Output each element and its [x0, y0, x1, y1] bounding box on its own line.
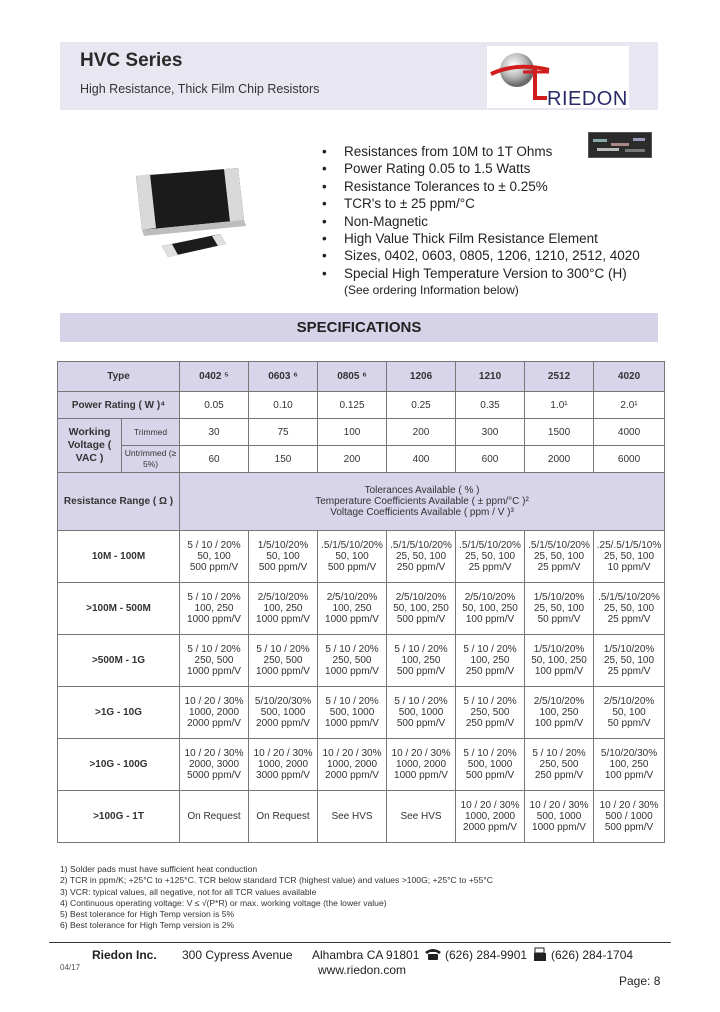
spec-cell	[180, 791, 249, 843]
spec-cell-line: 2000 ppm/V	[325, 770, 379, 781]
spec-cell-line: 500 ppm/V	[327, 562, 377, 573]
page-title: HVC Series	[80, 50, 183, 71]
spec-cell	[318, 635, 387, 687]
spec-cell-line: 50, 100, 250	[531, 655, 587, 666]
spec-cell	[249, 739, 318, 791]
feature-list	[322, 143, 640, 282]
spec-cell	[249, 791, 318, 843]
spec-cell-line: 100, 250	[539, 707, 579, 718]
phone-icon	[424, 947, 442, 964]
spec-cell-line: 500, 1000	[467, 759, 513, 770]
spec-cell-line: .5/1/5/10/20%	[321, 540, 383, 551]
spec-cell-line: 3000 ppm/V	[256, 770, 310, 781]
spec-cell-line: 250 ppm/V	[534, 770, 584, 781]
resistance-range-label: Resistance Range ( Ω )	[58, 473, 180, 531]
footnote: 2) TCR in ppm/K; +25°C to +125°C. TCR below standard TCR (highest value) and values >100G; +25°C to +55°C	[60, 875, 493, 886]
spec-cell-line: 5 / 10 / 20%	[532, 748, 586, 759]
spec-cell	[456, 791, 525, 843]
spec-cell-line: 5 / 10 / 20%	[325, 644, 379, 655]
spec-cell-line: 500, 1000	[398, 707, 444, 718]
spec-cell	[180, 531, 249, 583]
spec-cell-line: 5 / 10 / 20%	[325, 696, 379, 707]
spec-cell-line: 250 ppm/V	[396, 562, 446, 573]
spec-cell-line: 500 ppm/V	[396, 614, 446, 625]
spec-cell-line: 10 / 20 / 30%	[253, 748, 313, 759]
spec-cell	[525, 687, 594, 739]
untrimmed-label: Untrimmed (≥ 5%)	[122, 446, 180, 473]
spec-cell-line: 250, 500	[194, 655, 234, 666]
table-row	[58, 531, 665, 583]
trimmed-cell: 75	[249, 419, 318, 446]
trimmed-cell: 1500	[525, 419, 594, 446]
spec-cell-line: 250, 500	[332, 655, 372, 666]
spec-cell	[594, 531, 665, 583]
table-row	[58, 419, 665, 446]
spec-cell-line: 10 / 20 / 30%	[184, 696, 244, 707]
spec-cell	[249, 583, 318, 635]
spec-cell-line: 1000, 2000	[257, 759, 309, 770]
spec-cell-line: 100, 250	[470, 655, 510, 666]
spec-cell	[525, 791, 594, 843]
spec-cell-line: See HVS	[331, 811, 373, 822]
logo-text: RIEDON	[547, 88, 628, 110]
spec-cell-line: 25, 50, 100	[533, 551, 585, 562]
spec-cell-line: 5 / 10 / 20%	[463, 644, 517, 655]
spec-cell	[318, 687, 387, 739]
spec-cell-line: 50, 100, 250	[393, 603, 449, 614]
spec-cell-line: 2/5/10/20%	[533, 696, 585, 707]
spec-cell-line: 1000 ppm/V	[256, 666, 310, 677]
spec-cell-line: 5 / 10 / 20%	[187, 540, 241, 551]
tolerance-header-line: Temperature Coefficients Available ( ± ppm/°C )²	[315, 496, 529, 507]
specifications-heading: SPECIFICATIONS	[60, 313, 658, 342]
spec-cell-line: 5/10/20/30%	[254, 696, 312, 707]
spec-cell	[594, 739, 665, 791]
fax-icon	[533, 947, 547, 966]
spec-cell-line: 500, 1000	[536, 811, 582, 822]
spec-cell-line: See HVS	[400, 811, 442, 822]
spec-cell	[456, 739, 525, 791]
power-cell: 1.0¹	[525, 392, 594, 419]
table-row	[58, 583, 665, 635]
spec-cell-line: .5/1/5/10/20%	[528, 540, 590, 551]
spec-cell-line: 100, 250	[263, 603, 303, 614]
spec-cell-line: 500 / 1000	[605, 811, 653, 822]
spec-cell-line: 2/5/10/20%	[464, 592, 516, 603]
spec-cell-line: 50, 100	[266, 551, 300, 562]
feature-item: • High Value Thick Film Resistance Element	[322, 231, 598, 247]
spec-cell-line: 5 / 10 / 20%	[394, 644, 448, 655]
spec-cell-line: 1000, 2000	[395, 759, 447, 770]
power-cell: 2.0¹	[594, 392, 665, 419]
untrimmed-cell: 600	[456, 446, 525, 473]
type-cell: 1210	[456, 362, 525, 392]
spec-cell-line: 1000 ppm/V	[325, 718, 379, 729]
feature-item: • Special High Temperature Version to 300°C (H)	[322, 265, 627, 281]
spec-cell-line: 1/5/10/20%	[533, 592, 585, 603]
footnotes	[60, 864, 493, 932]
spec-cell	[249, 687, 318, 739]
type-cell: 1206	[387, 362, 456, 392]
spec-cell-line: 100, 250	[401, 655, 441, 666]
spec-cell-line: 1000 ppm/V	[187, 614, 241, 625]
spec-cell	[249, 531, 318, 583]
spec-cell-line: 100, 250	[609, 759, 649, 770]
spec-cell-line: 5 / 10 / 20%	[394, 696, 448, 707]
spec-cell	[318, 739, 387, 791]
spec-cell-line: 250, 500	[263, 655, 303, 666]
spec-cell	[456, 687, 525, 739]
spec-cell	[525, 739, 594, 791]
riedon-logo	[487, 46, 629, 108]
spec-cell-line: 1/5/10/20%	[257, 540, 309, 551]
spec-cell-line: 5 / 10 / 20%	[463, 748, 517, 759]
spec-cell	[180, 687, 249, 739]
spec-cell-line: 10 / 20 / 30%	[322, 748, 382, 759]
spec-cell-line: 500 ppm/V	[258, 562, 308, 573]
table-row	[58, 791, 665, 843]
spec-cell-line: 2000 ppm/V	[187, 718, 241, 729]
spec-cell	[387, 687, 456, 739]
spec-cell	[594, 791, 665, 843]
table-row	[58, 739, 665, 791]
spec-cell-line: 500 ppm/V	[604, 822, 654, 833]
type-cell: 0402 ⁵	[180, 362, 249, 392]
spec-cell-line: On Request	[256, 811, 310, 822]
working-voltage-label: Working Voltage ( VAC )	[58, 419, 122, 473]
spec-cell	[387, 739, 456, 791]
spec-cell-line: 25 ppm/V	[468, 562, 512, 573]
untrimmed-cell: 200	[318, 446, 387, 473]
spec-cell-line: On Request	[187, 811, 241, 822]
type-label: Type	[58, 362, 180, 392]
spec-cell	[387, 791, 456, 843]
tolerance-header-line: Tolerances Available ( % )	[364, 485, 480, 496]
feature-item: • Resistances from 10M to 1T Ohms	[322, 144, 553, 159]
spec-cell-line: 250 ppm/V	[465, 666, 515, 677]
range-cell: >1G - 10G	[58, 687, 180, 739]
range-cell: >100M - 500M	[58, 583, 180, 635]
ordering-note: (See ordering Information below)	[344, 283, 519, 297]
spec-cell	[594, 687, 665, 739]
spec-cell-line: 25 ppm/V	[537, 562, 581, 573]
footer-website[interactable]: www.riedon.com	[318, 963, 407, 977]
spec-cell-line: 2000 ppm/V	[463, 822, 517, 833]
spec-cell-line: 2/5/10/20%	[395, 592, 447, 603]
revision-code: 04/17	[60, 963, 81, 972]
header-band	[60, 42, 658, 110]
spec-cell-line: 100, 250	[332, 603, 372, 614]
untrimmed-cell: 60	[180, 446, 249, 473]
footnote: 3) VCR: typical values, all negative, not for all TCR values available	[60, 886, 317, 897]
spec-cell-line: 250, 500	[539, 759, 579, 770]
spec-cell	[387, 583, 456, 635]
spec-cell-line: 100 ppm/V	[465, 614, 515, 625]
spec-cell-line: 2/5/10/20%	[603, 696, 655, 707]
trimmed-label: Trimmed	[122, 419, 180, 446]
spec-cell-line: 500 ppm/V	[465, 770, 515, 781]
trimmed-cell: 4000	[594, 419, 665, 446]
spec-cell-line: 25, 50, 100	[603, 603, 655, 614]
spec-cell-line: 10 / 20 / 30%	[391, 748, 451, 759]
spec-cell	[594, 635, 665, 687]
table-row	[58, 473, 665, 531]
footnote: 5) Best tolerance for High Temp version is 5%	[60, 909, 235, 920]
spec-cell	[456, 583, 525, 635]
spec-cell	[525, 583, 594, 635]
type-cell: 0603 ⁶	[249, 362, 318, 392]
untrimmed-cell: 400	[387, 446, 456, 473]
specifications-table	[57, 361, 665, 843]
page-number: Page: 8	[619, 974, 661, 988]
spec-cell-line: 10 / 20 / 30%	[599, 800, 659, 811]
spec-cell-line: 1000 ppm/V	[532, 822, 586, 833]
spec-cell-line: 10 / 20 / 30%	[529, 800, 589, 811]
spec-cell	[525, 635, 594, 687]
footnote: 6) Best tolerance for High Temp version is 2%	[60, 920, 235, 931]
spec-cell-line: .25/.5/1/5/10%	[596, 540, 662, 551]
spec-cell	[180, 635, 249, 687]
type-cell: 4020	[594, 362, 665, 392]
spec-cell-line: 25, 50, 100	[603, 551, 655, 562]
type-cell: 0805 ⁶	[318, 362, 387, 392]
power-cell: 0.125	[318, 392, 387, 419]
range-cell: >10G - 100G	[58, 739, 180, 791]
spec-cell-line: .5/1/5/10/20%	[598, 592, 660, 603]
footer-phone: (626) 284-9901	[445, 948, 528, 962]
spec-cell	[180, 583, 249, 635]
spec-cell	[318, 531, 387, 583]
tolerance-header	[180, 473, 665, 531]
footer-company: Riedon Inc.	[92, 948, 157, 962]
spec-cell-line: 500 ppm/V	[396, 718, 446, 729]
spec-cell-line: 250, 500	[470, 707, 510, 718]
feature-item: • Resistance Tolerances to ± 0.25%	[322, 178, 548, 194]
table-row	[58, 635, 665, 687]
spec-cell-line: 1000 ppm/V	[325, 614, 379, 625]
footer-rule	[49, 942, 671, 943]
page-subtitle: High Resistance, Thick Film Chip Resistors	[80, 82, 320, 96]
spec-cell-line: .5/1/5/10/20%	[390, 540, 452, 551]
spec-cell-line: 2/5/10/20%	[326, 592, 378, 603]
range-cell: 10M - 100M	[58, 531, 180, 583]
feature-item: • TCR's to ± 25 ppm/°C	[322, 196, 475, 212]
spec-cell-line: 5000 ppm/V	[187, 770, 241, 781]
spec-cell-line: 1/5/10/20%	[533, 644, 585, 655]
feature-item: • Non-Magnetic	[322, 213, 429, 229]
spec-cell-line: 500, 1000	[329, 707, 375, 718]
range-cell: >100G - 1T	[58, 791, 180, 843]
trimmed-cell: 300	[456, 419, 525, 446]
chip-resistor-image	[128, 158, 248, 263]
spec-cell	[525, 531, 594, 583]
spec-cell	[387, 531, 456, 583]
table-row	[58, 392, 665, 419]
spec-cell	[456, 635, 525, 687]
untrimmed-cell: 2000	[525, 446, 594, 473]
spec-cell-line: 50, 100	[197, 551, 231, 562]
power-cell: 0.10	[249, 392, 318, 419]
power-cell: 0.05	[180, 392, 249, 419]
feature-item: • Power Rating 0.05 to 1.5 Watts	[322, 161, 531, 177]
power-cell: 0.25	[387, 392, 456, 419]
spec-cell-line: 100 ppm/V	[534, 666, 584, 677]
spec-cell-line: 1000 ppm/V	[187, 666, 241, 677]
spec-cell-line: 50, 100	[612, 707, 646, 718]
spec-cell-line: 100 ppm/V	[534, 718, 584, 729]
spec-cell-line: 5 / 10 / 20%	[256, 644, 310, 655]
spec-cell-line: 2/5/10/20%	[257, 592, 309, 603]
untrimmed-cell: 6000	[594, 446, 665, 473]
spec-cell-line: 25, 50, 100	[464, 551, 516, 562]
spec-cell-line: 1000 ppm/V	[394, 770, 448, 781]
footer-city: Alhambra CA 91801	[312, 948, 420, 962]
power-cell: 0.35	[456, 392, 525, 419]
spec-cell-line: 50 ppm/V	[537, 614, 581, 625]
spec-cell-line: 1000 ppm/V	[325, 666, 379, 677]
spec-cell-line: 5 / 10 / 20%	[187, 592, 241, 603]
spec-cell-line: 10 ppm/V	[607, 562, 651, 573]
feature-item: • Sizes, 0402, 0603, 0805, 1206, 1210, 2512, 4020	[322, 248, 640, 264]
spec-cell-line: 5/10/20/30%	[600, 748, 658, 759]
footnote: 1) Solder pads must have sufficient heat conduction	[60, 864, 258, 874]
spec-cell-line: 5 / 10 / 20%	[463, 696, 517, 707]
spec-cell-line: 500, 1000	[260, 707, 306, 718]
spec-cell-line: 100 ppm/V	[604, 770, 654, 781]
spec-cell	[318, 583, 387, 635]
spec-cell-line: 1000, 2000	[464, 811, 516, 822]
footnote: 4) Continuous operating voltage: V ≤ √(P*R) or max. working voltage (the lower value)	[60, 897, 387, 908]
spec-cell-line: 2000 ppm/V	[256, 718, 310, 729]
spec-cell	[456, 531, 525, 583]
footer-street: 300 Cypress Avenue	[182, 948, 293, 962]
spec-cell-line: 1000, 2000	[326, 759, 378, 770]
trimmed-cell: 30	[180, 419, 249, 446]
spec-cell-line: 2000, 3000	[188, 759, 240, 770]
spec-cell	[249, 635, 318, 687]
spec-cell-line: 25, 50, 100	[395, 551, 447, 562]
spec-cell-line: .5/1/5/10/20%	[459, 540, 521, 551]
spec-cell-line: 25, 50, 100	[533, 603, 585, 614]
spec-cell-line: 1000, 2000	[188, 707, 240, 718]
spec-cell-line: 25 ppm/V	[607, 614, 651, 625]
table-row	[58, 687, 665, 739]
tolerance-header-line: Voltage Coefficients Available ( ppm / V )³	[330, 507, 514, 518]
trimmed-cell: 100	[318, 419, 387, 446]
spec-cell	[387, 635, 456, 687]
spec-cell-line: 1/5/10/20%	[603, 644, 655, 655]
spec-cell-line: 50, 100, 250	[462, 603, 518, 614]
spec-cell-line: 250 ppm/V	[465, 718, 515, 729]
spec-cell	[318, 791, 387, 843]
spec-cell-line: 25, 50, 100	[603, 655, 655, 666]
range-cell: >500M - 1G	[58, 635, 180, 687]
spec-cell-line: 25 ppm/V	[607, 666, 651, 677]
spec-cell-line: 1000 ppm/V	[256, 614, 310, 625]
spec-cell-line: 50 ppm/V	[607, 718, 651, 729]
table-row	[58, 362, 665, 392]
spec-cell	[180, 739, 249, 791]
table-row	[58, 446, 665, 473]
trimmed-cell: 200	[387, 419, 456, 446]
spec-cell-line: 10 / 20 / 30%	[460, 800, 520, 811]
spec-cell-line: 100, 250	[194, 603, 234, 614]
type-cell: 2512	[525, 362, 594, 392]
spec-cell-line: 5 / 10 / 20%	[187, 644, 241, 655]
spec-cell-line: 500 ppm/V	[396, 666, 446, 677]
footer-fax: (626) 284-1704	[551, 948, 634, 962]
untrimmed-cell: 150	[249, 446, 318, 473]
spec-cell-line: 10 / 20 / 30%	[184, 748, 244, 759]
power-label: Power Rating ( W )⁴	[58, 392, 180, 419]
spec-cell-line: 50, 100	[335, 551, 369, 562]
spec-cell-line: 500 ppm/V	[189, 562, 239, 573]
spec-cell	[594, 583, 665, 635]
